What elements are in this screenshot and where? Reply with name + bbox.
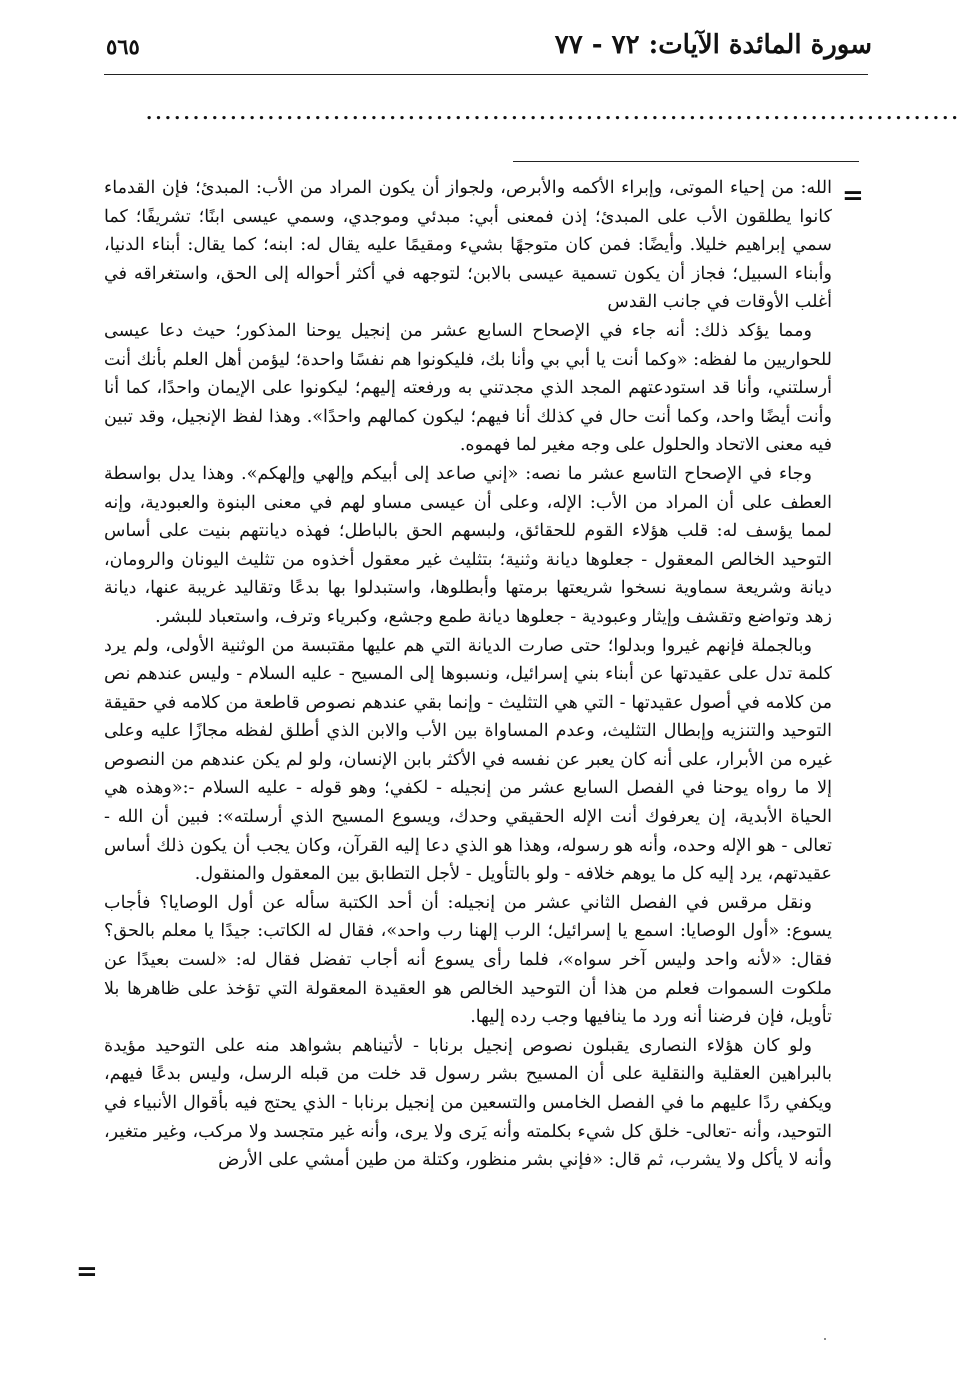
scan-speck — [824, 1338, 826, 1340]
paragraph-6: ولو كان هؤلاء النصارى يقبلون نصوص إنجيل برنابا - لأتيناهم بشواهد منه على التوحيد مؤيدة بالبراهين العقلية والنقلية على أن المسيح بشر رسول قد خلت من قبله الرسل، وليس بدعًا فيهم، ويكفي ردًا عليهم ما في الفصل الخامس والتسعين من إنجيل برنابا - الذي يحتج فيه بأقوال الأنبياء في التوحيد، وأنه -تعالى- خلق كل شيء بكلمته وأنه يَرى ولا يرى، وأنه غير متجسد ولا مركب، وغير متغير، وأنه لا يأكل ولا يشرب، ثم قال: «فإني بشر منظور، وكتلة من طين أمشي على الأرض — [104, 1035, 832, 1171]
paragraph-5: ونقل مرقس في الفصل الثاني عشر من إنجيله: أن أحد الكتبة سأله عن أول الوصايا؟ فأجاب يسوع: «أول الوصايا: اسمع يا إسرائيل؛ الرب إلهنا رب واحد»، فقال له الكاتب: جيدًا يا معلم بالحق؟ فقال: «لأنه واحد وليس آخر سواه»، فلما رأى يسوع أنه أجاب تفضل فقال له: «لست بعيدًا عن ملكوت السموات فعلم من هذا أن التوحيد الخالص هو العقيدة المعقولة التي تؤخذ على ظاهرها بلا تأويل، فإن فرضنا أنه ورد ما ينافيها وجب رده إليها. — [104, 892, 832, 1028]
header-rule — [104, 74, 868, 75]
running-title: سورة المائدة الآيات: ٧٢ - ٧٧ — [554, 30, 872, 60]
dots-separator: ....................................................................................... — [146, 103, 961, 124]
continuation-mark-bottom: = — [76, 1257, 98, 1287]
paragraph-2: ومما يؤكد ذلك: أنه جاء في الإصحاح السابع عشر من إنجيل يوحنا المذكور؛ حيث دعا عيسى للحواريين ما لفظه: «وكما أنت يا أبي بي وأنا بك، فليكونوا هم نفسًا واحدة؛ ليؤمن أهل العلم بأنك أنت أرسلتني، وأنا قد استودعتهم المجد الذي مجدتني به ورفعته إليهم؛ ليكونوا على الإيمان واحدًا، كما أنا وأنت أيضًا واحد، وكما أنت حال في كذلك أنا فيهم؛ ليكون كمالهم واحدًا». وهذا لفظ الإنجيل، وقد تبين فيه معنى الاتحاد والحلول على وجه مغير لما فهموه. — [104, 320, 832, 456]
body-text — [104, 174, 832, 1304]
paragraph-1: الله: من إحياء الموتى، وإبراء الأكمه والأبرص، ولجواز أن يكون المراد من الأب: المبدئ؛ فإن القدماء كانوا يطلقون الأب على المبدئ؛ إذن فمعنى أبي: مبدئي وموجدي، وسمي عيسى ابنًا؛ تشريفًا؛ كما سمي إبراهيم خليلا. وأيضًا: فمن كان متوجهًا بشيء ومقيمًا عليه يقال له: ابنه؛ كما يقال: أبناء الدنيا، وأبناء السبيل؛ فجاز أن يكون تسمية عيسى بالابن؛ لتوجهه في أكثر أحواله إلى الحق، واستغراقه في أغلب الأوقات في جانب القدس — [104, 178, 832, 313]
page-number: ٥٦٥ — [106, 34, 140, 59]
continuation-mark-top: = — [842, 181, 864, 211]
paragraph-3: وجاء في الإصحاح التاسع عشر ما نصه: «إني صاعد إلى أبيكم وإلهي وإلهكم». وهذا يدل بواسطة العطف على أن المراد من الأب: الإله، وعلى أن عيسى مساو لهم في معنى البنوة والعبودية، وإنه لمما يؤسف له: قلب هؤلاء القوم للحقائق، ولبسهم الحق بالباطل؛ فهذه ديانتهم بنيت على أساس التوحيد الخالص المعقول - جعلوها ديانة وثنية؛ بتثليث غير معقول أخذوه من تثليث اليونان والرومان، ديانة وشريعة سماوية نسخوا شريعتها برمتها وأبطلوها، واستبدلوا بها بدعًا وتقاليد غريبة عنها، ديانة زهد وتواضع وتقشف وإيثار وعبودية - جعلوها ديانة طمع وجشع، وكبرياء وترف، واستعباد للبشر. — [104, 463, 832, 627]
page-header — [100, 24, 872, 68]
paragraph-4: وبالجملة فإنهم غيروا وبدلوا؛ حتى صارت الديانة التي هم عليها مقتبسة من الوثنية الأولى، ولم يرد كلمة تدل على عقيدتها عن أبناء بني إسرائيل، ونسبوها إلى المسيح - عليه السلام - وليس عندهم نص من كلامه في أصول عقيدتها - التي هي التثليث - وإنما بقي عندهم نصوص قاطعة من كلامه في حقيقة التوحيد والتنزيه وإبطال التثليث، وعدم المساواة بين الأب والابن الذي أطلق لفظه مجازًا عليه وعلى غيره من الأبرار، على أنه كان يعبر عن نفسه في الأكثر بابن الإنسان، ولو لم يكن عندهم من النصوص إلا ما رواه يوحنا في الفصل السابع عشر من إنجيله - لكفي؛ وهو قوله - عليه السلام -:«وهذه هي الحياة الأبدية، إن يعرفوك أنت الإله الحقيقي وحدك، ويسوع المسيح الذي أرسلته»: فبين أن الله - تعالى - هو الإله وحده، وأنه هو رسوله، وهذا هو الذي دعا إليه القرآن، وكان يجب أن يكون ذلك أساس عقيدتهم، يرد إليه كل ما يوهم خلافه - ولو بالتأويل - لأجل التطابق بين المعقول والمنقول. — [104, 635, 832, 885]
footnote-rule — [513, 161, 859, 162]
